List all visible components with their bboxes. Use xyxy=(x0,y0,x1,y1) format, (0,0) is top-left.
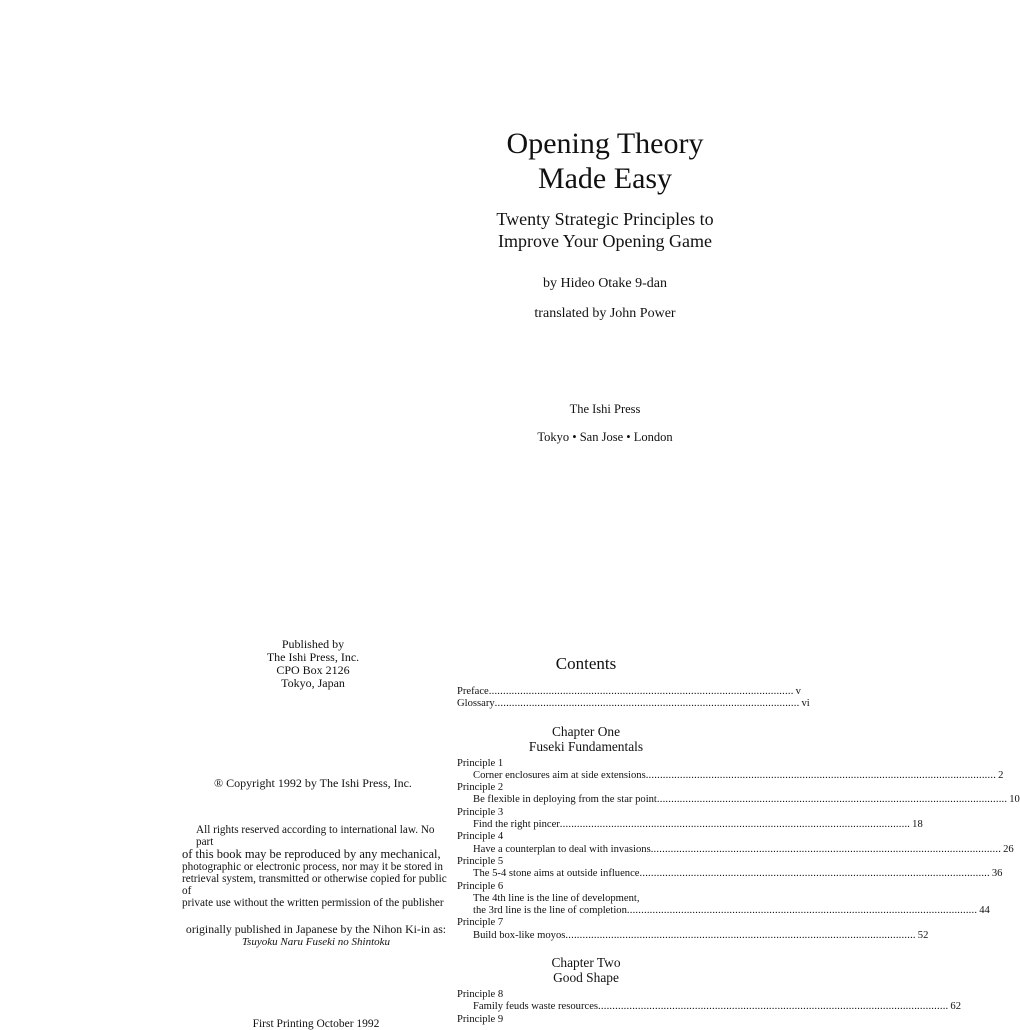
toc-entry-principle-6[interactable] xyxy=(457,905,990,917)
publisher-city: Tokyo, Japan xyxy=(281,676,345,690)
copyright-notice: ® Copyright 1992 by The Ishi Press, Inc. xyxy=(214,776,412,790)
toc-dots: ........................................................................................................... xyxy=(488,686,794,697)
publisher-name: The Ishi Press, Inc. xyxy=(266,650,360,664)
toc-dots: ........................................................................................................................... xyxy=(645,769,997,781)
toc-label: Corner enclosures aim at side extensions xyxy=(473,769,646,781)
book-title-line-2: Made Easy xyxy=(537,162,673,195)
principle-label: Principle 5 xyxy=(457,855,504,867)
toc-page: vi xyxy=(801,698,810,710)
toc-label: Be flexible in deploying from the star point xyxy=(473,794,657,806)
toc-page: 36 xyxy=(991,868,1003,880)
chapter-two-heading xyxy=(457,955,715,985)
toc-page: 10 xyxy=(1009,794,1020,806)
rights-notice xyxy=(182,824,450,909)
toc-page: v xyxy=(795,686,801,697)
table-of-contents xyxy=(457,654,1020,1026)
toc-dots: ........................................................................................................................... xyxy=(656,794,1008,806)
toc-dots: ........................................................................................................................... xyxy=(639,868,990,880)
principle-label: Principle 4 xyxy=(457,831,504,843)
toc-page: 62 xyxy=(950,1001,961,1013)
press-cities: Tokyo • San Jose • London xyxy=(537,430,673,444)
book-title xyxy=(470,126,740,196)
toc-entry-principle-3[interactable] xyxy=(457,819,923,831)
rights-line-4: retrieval system, transmitted or otherwise copied for public of xyxy=(182,873,447,897)
chapter-one-title: Fuseki Fundamentals xyxy=(528,738,644,754)
toc-front-matter xyxy=(457,686,810,711)
toc-dots: ........................................................................................................................... xyxy=(559,819,911,831)
toc-entry-glossary[interactable] xyxy=(457,698,810,710)
rights-line-5: private use without the written permission of the publisher xyxy=(182,897,444,909)
toc-principle-6-line-1: The 4th line is the line of development, xyxy=(473,892,640,904)
toc-label: Family feuds waste resources xyxy=(473,1001,599,1013)
principle-label: Principle 1 xyxy=(457,757,504,769)
toc-entry-principle-1[interactable] xyxy=(457,769,1004,782)
principle-label: Principle 7 xyxy=(457,917,504,929)
principle-label: Principle 9 xyxy=(457,1013,504,1025)
toc-dots: ........................................................................................................................... xyxy=(565,929,916,941)
toc-dots: ........................................................................................................................... xyxy=(626,905,978,917)
book-subtitle-line-2: Improve Your Opening Game xyxy=(498,231,712,251)
rights-line-1: All rights reserved according to international law. No part xyxy=(196,824,435,848)
toc-entry-principle-8[interactable] xyxy=(457,1001,961,1013)
book-subtitle xyxy=(470,208,740,252)
author-byline: by Hideo Otake 9-dan xyxy=(542,276,668,291)
chapter-one-number: Chapter One xyxy=(551,723,621,739)
publisher-box: CPO Box 2126 xyxy=(276,663,350,677)
first-printing: First Printing October 1992 xyxy=(252,1018,380,1030)
toc-label: Preface xyxy=(457,686,489,697)
toc-label: The 5-4 stone aims at outside influence xyxy=(473,868,640,880)
principle-label: Principle 3 xyxy=(457,806,504,818)
published-by-label: Published by xyxy=(281,637,345,651)
original-publication-note: originally published in Japanese by the Nihon Ki-in as: xyxy=(185,922,447,936)
chapter-one-heading xyxy=(457,724,715,754)
principle-label: Principle 2 xyxy=(457,782,504,794)
title-block xyxy=(470,126,740,445)
book-subtitle-line-1: Twenty Strategic Principles to xyxy=(496,209,714,229)
toc-page: 44 xyxy=(979,905,990,917)
toc-dots: ........................................................................................................................... xyxy=(598,1001,949,1013)
translator-credit: translated by John Power xyxy=(534,306,676,321)
principle-label: Principle 6 xyxy=(457,880,504,892)
toc-label: Have a counterplan to deal with invasions xyxy=(473,843,651,855)
chapter-two-title: Good Shape xyxy=(553,970,619,986)
toc-label: Find the right pincer xyxy=(473,819,560,831)
chapter-two-number: Chapter Two xyxy=(551,955,621,971)
toc-label: Build box-like moyos xyxy=(473,929,566,941)
toc-label: Glossary xyxy=(457,698,495,710)
book-title-line-1: Opening Theory xyxy=(506,127,704,160)
toc-entry-principle-7[interactable] xyxy=(457,929,929,942)
contents-heading: Contents xyxy=(555,654,617,673)
original-title: Tsuyoku Naru Fuseki no Shintoku xyxy=(241,936,391,948)
toc-dots: ........................................................................................................................... xyxy=(650,843,1002,855)
toc-page: 26 xyxy=(1003,843,1014,855)
toc-entry-preface[interactable] xyxy=(457,686,801,698)
rights-line-3: photographic or electronic process, nor may it be stored in xyxy=(182,861,443,873)
toc-page: 2 xyxy=(998,769,1004,781)
publisher-block xyxy=(200,638,426,690)
toc-page: 18 xyxy=(912,819,923,831)
toc-dots: ........................................................................................................... xyxy=(494,698,800,710)
toc-page: 52 xyxy=(917,929,929,941)
rights-line-2: of this book may be reproduced by any mechanical, xyxy=(182,847,441,861)
toc-entry-principle-4[interactable] xyxy=(457,843,1014,856)
principle-label: Principle 8 xyxy=(457,989,504,1001)
toc-label: the 3rd line is the line of completion xyxy=(473,905,627,917)
toc-entry-principle-2[interactable] xyxy=(457,794,1020,806)
toc-entry-principle-5[interactable] xyxy=(457,868,1003,880)
press-name: The Ishi Press xyxy=(569,402,641,416)
